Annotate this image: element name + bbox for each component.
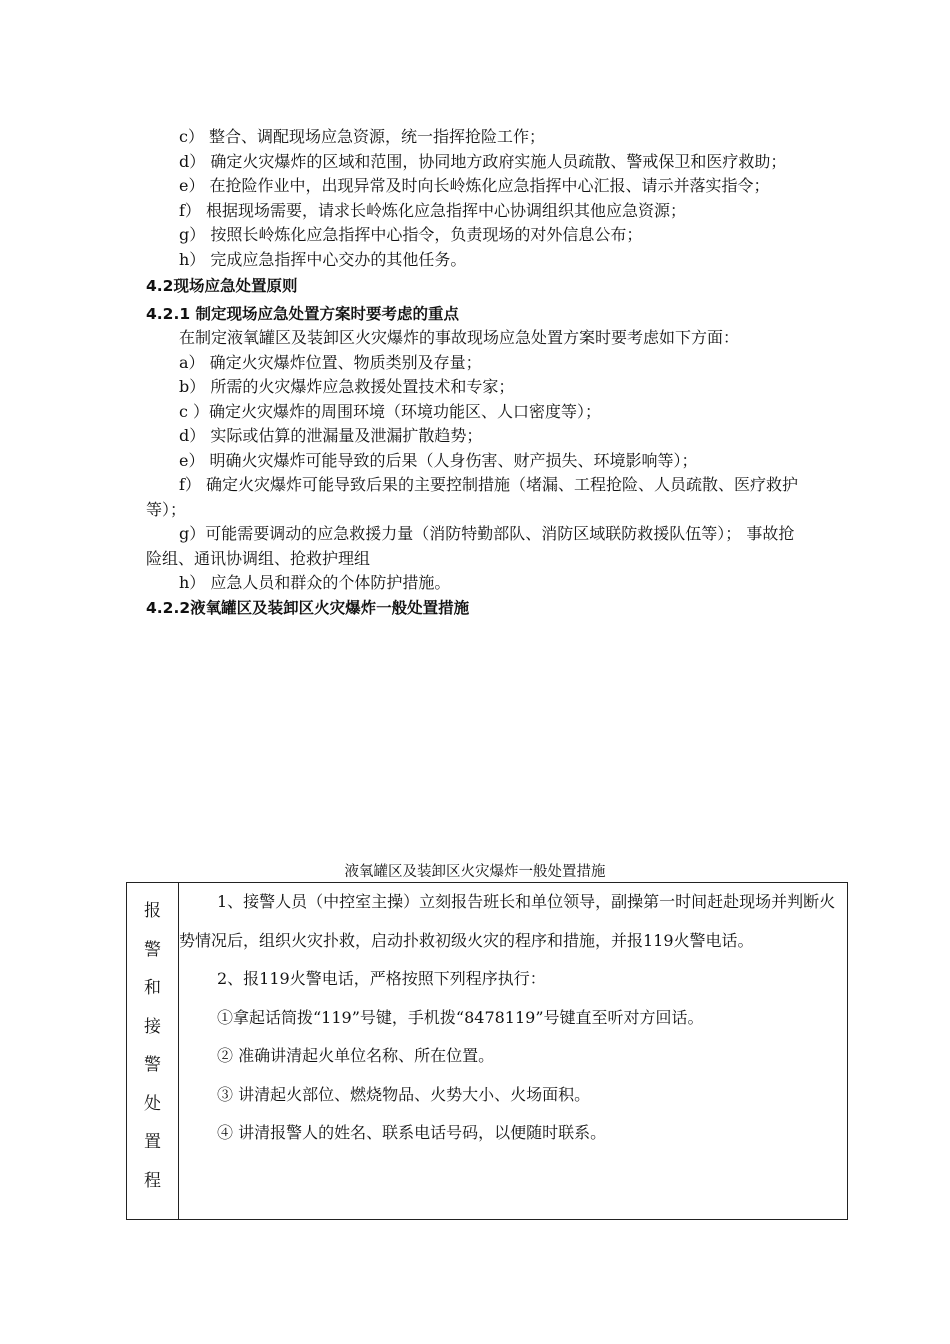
side-char: 接 [144, 1016, 161, 1037]
list-item-c: c） 整合、调配现场应急资源，统一指挥抢险工作； [179, 127, 546, 146]
procedure-substep-3: ③ 讲清起火部位、燃烧物品、火势大小、火场面积。 [217, 1084, 591, 1104]
list-item-e: e） 在抢险作业中，出现异常及时向长岭炼化应急指挥中心汇报、请示并落实指令； [179, 176, 770, 195]
table-side-header [127, 883, 179, 1220]
table-caption: 液氧罐区及装卸区火灾爆炸一般处置措施 [344, 864, 606, 880]
list-item-h: h） 完成应急指挥中心交办的其他任务。 [179, 249, 467, 269]
procedure-substep-1: ①拿起话筒拨“119”号键，手机拨“8478119”号键直至听对方回话。 [217, 1007, 704, 1027]
document-body [146, 125, 806, 620]
list-item-a: a） 确定火灾爆炸位置、物质类别及存量； [179, 352, 482, 372]
list-item-f: f） 根据现场需要，请求长岭炼化应急指挥中心协调组织其他应急资源； [179, 200, 687, 220]
side-char: 处 [144, 1093, 161, 1114]
list-item-h: h） 应急人员和群众的个体防护措施。 [179, 573, 451, 592]
side-char: 警 [144, 939, 161, 960]
procedure-substep-4: ④ 讲清报警人的姓名、联系电话号码，以便随时联系。 [217, 1123, 607, 1142]
table-content-cell [179, 883, 848, 1220]
list-item-d: d） 实际或估算的泄漏量及泄漏扩散趋势； [179, 426, 483, 445]
list-item-f: f） 确定火灾爆炸可能导致后果的主要控制措施（堵漏、工程抢险、人员疏散、医疗救护等）； [146, 475, 799, 519]
procedure-table [126, 882, 848, 1220]
procedure-substep-2: ② 准确讲清起火单位名称、所在位置。 [217, 1046, 495, 1065]
section-heading-4-2-2: 4.2.2液氧罐区及装卸区火灾爆炸一般处置措施 [146, 598, 470, 617]
side-char: 置 [144, 1132, 161, 1152]
side-char: 报 [144, 901, 161, 921]
list-item-g: g） 按照长岭炼化应急指挥中心指令，负责现场的对外信息公布； [179, 225, 643, 244]
list-item-c: c ）确定火灾爆炸的周围环境（环境功能区、人口密度等）； [179, 401, 602, 421]
list-item-e: e） 明确火灾爆炸可能导致的后果（人身伤害、财产损失、环境影响等）； [179, 450, 698, 470]
section-heading-4-2: 4.2现场应急处置原则 [146, 277, 298, 295]
list-item-d: d） 确定火灾爆炸的区域和范围，协同地方政府实施人员疏散、警戒保卫和医疗救助； [179, 151, 787, 171]
intro-paragraph: 在制定液氧罐区及装卸区火灾爆炸的事故现场应急处置方案时要考虑如下方面： [179, 328, 740, 347]
side-char: 警 [144, 1055, 161, 1075]
list-item-g: g）可能需要调动的应急救援力量（消防特勤部队、消防区域联防救援队伍等）； 事故抢险组、通讯协调组、抢救护理组 [146, 524, 795, 568]
procedure-step-1: 1、接警人员（中控室主操）立刻报告班长和单位领导，副操第一时间赶赴现场并判断火势情况后，组织火灾扑救，启动扑救初级火灾的程序和措施，并报119火警电话。 [179, 892, 836, 950]
side-char: 和 [144, 978, 161, 998]
side-char: 程 [144, 1170, 161, 1191]
list-item-b: b） 所需的火灾爆炸应急救援处置技术和专家； [179, 377, 515, 396]
procedure-step-2: 2、报119火警电话，严格按照下列程序执行： [217, 969, 546, 988]
section-heading-4-2-1: 4.2.1 制定现场应急处置方案时要考虑的重点 [146, 305, 460, 323]
